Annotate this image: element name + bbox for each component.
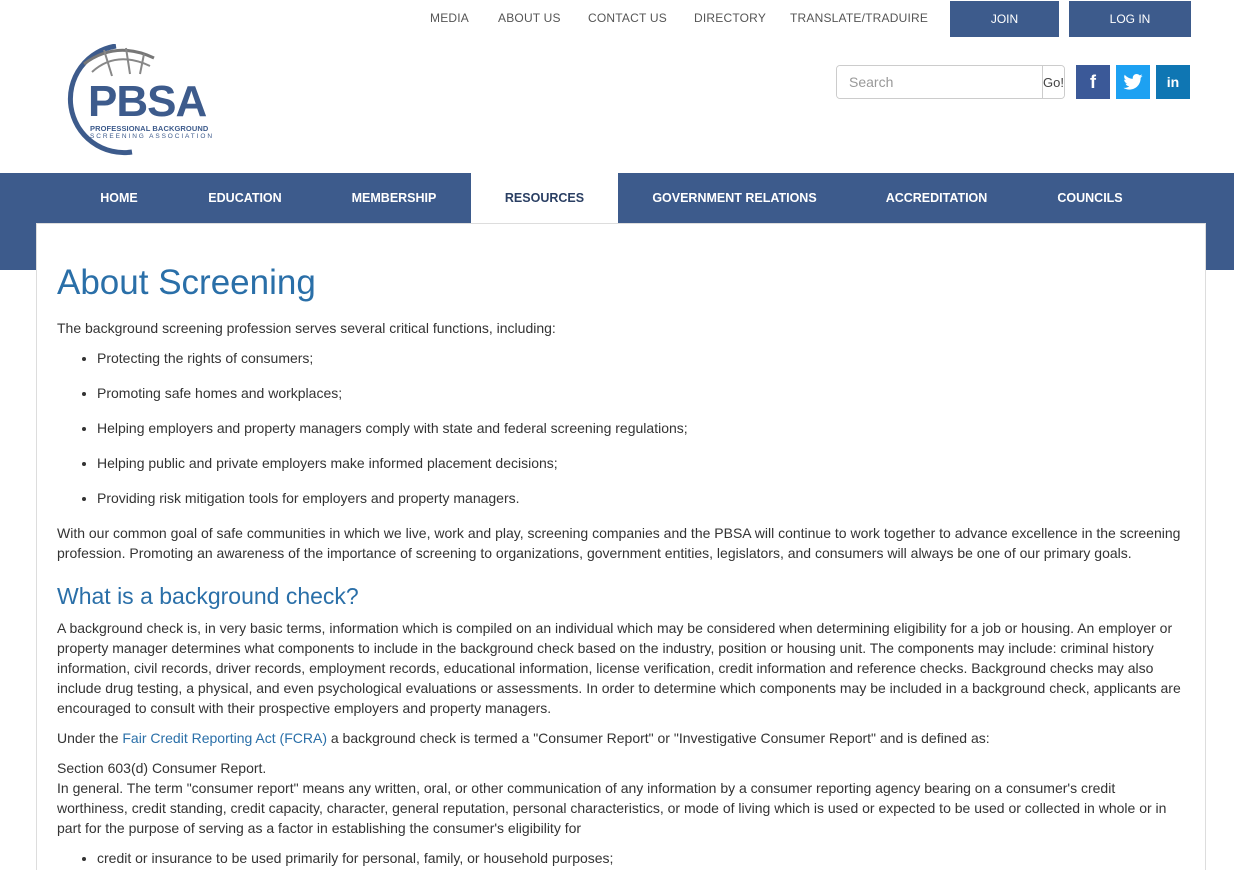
fcra-post-text: a background check is termed a "Consumer Report" or "Investigative Consumer Report" and is defined as: (326, 730, 990, 747)
section-sublist (57, 848, 1185, 868)
fcra-paragraph (57, 728, 1185, 748)
fcra-link[interactable]: Fair Credit Reporting Act (FCRA) (122, 730, 327, 747)
search-input[interactable] (837, 66, 1042, 98)
functions-list (57, 348, 1185, 508)
twitter-bird-icon (1123, 74, 1143, 90)
search-go-button[interactable]: Go! (1042, 66, 1064, 98)
page-title: About Screening (57, 263, 316, 302)
list-item: • credit or insurance to be used primarily for personal, family, or household purposes; (97, 848, 1185, 868)
list-item: • Providing risk mitigation tools for employers and property managers. (97, 488, 1185, 508)
utility-nav (0, 0, 1234, 40)
list-item: • Helping employers and property managers comply with state and federal screening regulations; (97, 418, 1185, 438)
section-label: Section 603(d) Consumer Report. (57, 760, 267, 777)
nav-item-accreditation[interactable]: ACCREDITATION (885, 191, 988, 205)
list-item: • Protecting the rights of consumers; (97, 348, 1185, 368)
search-form (836, 65, 1065, 99)
nav-item-membership[interactable]: MEMBERSHIP (351, 191, 437, 205)
facebook-glyph: f (1090, 71, 1096, 92)
util-link-about-us[interactable]: ABOUT US (498, 11, 561, 25)
util-link-contact-us[interactable]: CONTACT US (588, 11, 667, 25)
definition-paragraph: A background check is, in very basic terms, information which is compiled on an individual which may be considered when determining eligibility for a job or housing. An employer or property manager determines what components to include in the background check based on the industry, position or housing unit. The components may include: criminal history information, civil records, driver records, employment records, educational information, license verification, credit information and reference checks. Background checks may also include drug testing, a physical, and even psychological evaluations or assessments. In order to determine which components may be included in a background check, applicants are encouraged to consult with their prospective employers and property managers. (57, 620, 1181, 717)
logo-subtitle-line1: PROFESSIONAL BACKGROUND (90, 124, 209, 133)
nav-item-resources[interactable]: RESOURCES (471, 173, 618, 223)
nav-item-government-relations[interactable]: GOVERNMENT RELATIONS (652, 191, 817, 205)
main-nav (0, 173, 1234, 223)
linkedin-icon[interactable] (1156, 65, 1190, 99)
logo-wordmark: PBSA (88, 77, 207, 126)
main-content (36, 223, 1206, 870)
pbsa-logo[interactable] (54, 44, 219, 156)
util-link-translate[interactable]: TRANSLATE/TRADUIRE (790, 11, 929, 25)
nav-item-education[interactable]: EDUCATION (208, 191, 282, 205)
facebook-icon[interactable] (1076, 65, 1110, 99)
list-item: • Promoting safe homes and workplaces; (97, 383, 1185, 403)
util-link-directory[interactable]: DIRECTORY (694, 11, 767, 25)
section-heading-background-check: What is a background check? (57, 582, 359, 609)
section-text: In general. The term "consumer report" means any written, oral, or other communication of any information by a consumer reporting agency bearing on a consumer's credit worthiness, credit standing, credit capacity, character, general reputation, personal characteristics, or mode of living which is used or expected to be used or collected in whole or in part for the purpose of serving as a factor in establishing the consumer's eligibility for (57, 780, 1167, 837)
join-button[interactable]: JOIN (950, 1, 1059, 37)
nav-item-home[interactable]: HOME (100, 191, 138, 205)
fcra-pre-text: Under the (57, 730, 123, 747)
twitter-icon[interactable] (1116, 65, 1150, 99)
nav-item-councils[interactable]: COUNCILS (1057, 191, 1123, 205)
logo-subtitle-line2: SCREENING ASSOCIATION (90, 133, 214, 140)
intro-paragraph: The background screening profession serves several critical functions, including: (57, 319, 556, 336)
login-button[interactable]: LOG IN (1069, 1, 1191, 37)
util-link-media[interactable]: MEDIA (430, 11, 470, 25)
list-item: • Helping public and private employers make informed placement decisions; (97, 453, 1185, 473)
linkedin-glyph: in (1166, 74, 1180, 90)
goal-paragraph: With our common goal of safe communities in which we live, work and play, screening companies and the PBSA will continue to work together to advance excellence in the screening profession. Promoting an awareness of the importance of screening to organizations, government entities, legislators, and consumers will always be one of our primary goals. (57, 524, 1181, 561)
